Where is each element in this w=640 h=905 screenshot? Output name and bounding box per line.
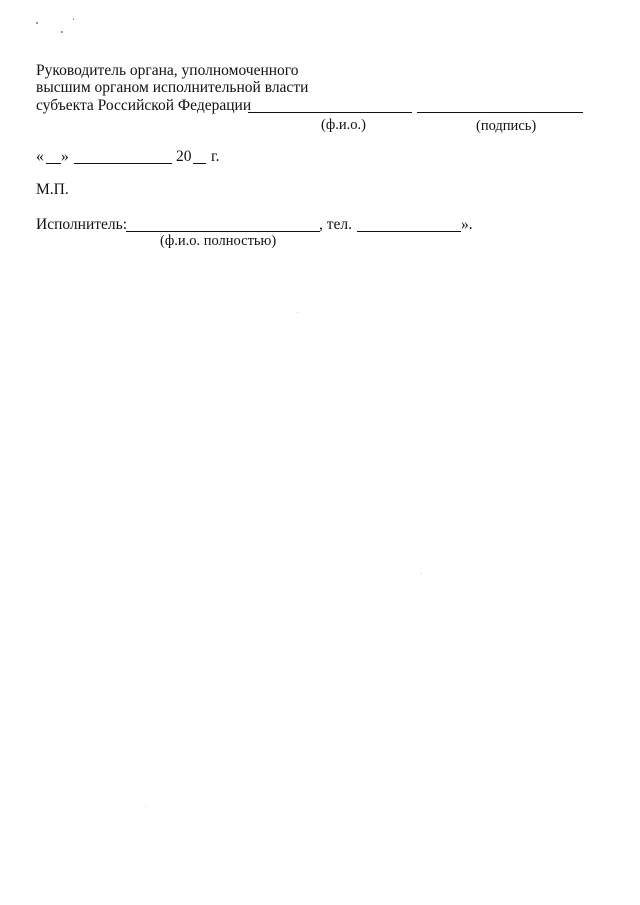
date-day-blank (46, 163, 61, 164)
stamp-label: М.П. (36, 181, 69, 198)
executor-name-blank (126, 231, 320, 232)
signature-blank-line (417, 112, 583, 113)
date-close-quote: » (61, 148, 69, 165)
date-year-blank (193, 163, 206, 164)
scan-speck (297, 312, 298, 313)
scan-speck (145, 806, 146, 807)
scan-speck (421, 573, 422, 574)
head-line-3: субъекта Российской Федерации (36, 97, 252, 114)
executor-label: Исполнитель: (36, 216, 128, 233)
fio-caption: (ф.и.о.) (321, 117, 366, 133)
phone-label: , тел. (319, 216, 353, 233)
full-name-caption: (ф.и.о. полностью) (160, 233, 277, 249)
date-open-quote: « (36, 148, 44, 165)
scan-speck (61, 31, 63, 33)
date-year-prefix: 20 (176, 148, 192, 165)
end-mark: ». (461, 216, 473, 233)
signature-caption: (подпись) (476, 118, 537, 134)
phone-blank (357, 231, 461, 232)
scan-speck (73, 18, 74, 20)
date-year-suffix: г. (211, 148, 220, 165)
scan-speck (36, 22, 38, 24)
head-line-2: высшим органом исполнительной власти (36, 79, 309, 96)
fio-blank-line (248, 112, 412, 113)
head-line-1: Руководитель органа, уполномоченного (36, 62, 299, 79)
date-month-blank (74, 163, 172, 164)
